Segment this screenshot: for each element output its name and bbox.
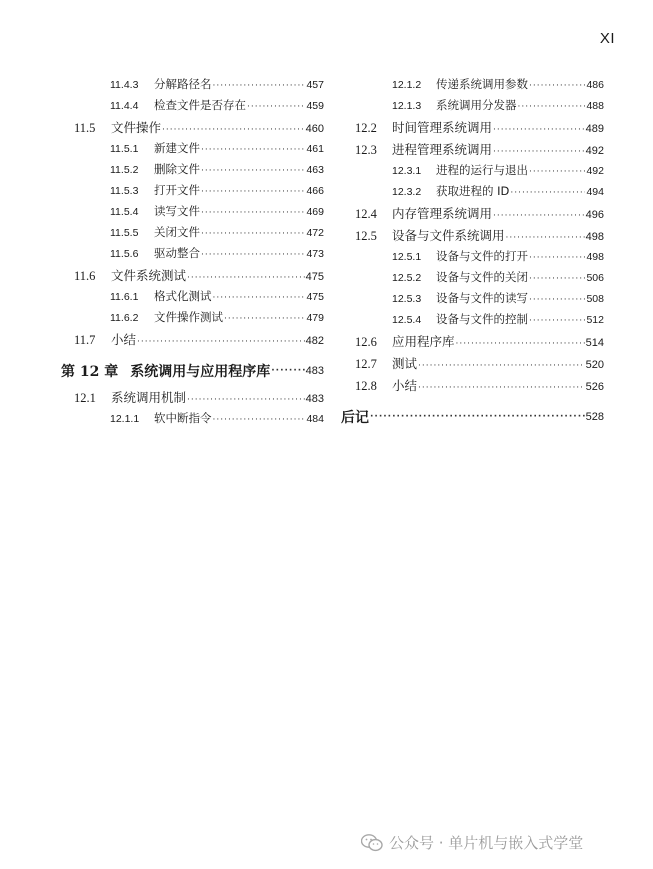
toc-entry-title: 删除文件 xyxy=(154,162,200,176)
toc-section-entry[interactable] xyxy=(341,354,604,376)
toc-dot-leader xyxy=(213,81,306,91)
toc-dot-leader xyxy=(201,229,305,239)
toc-subsection-entry[interactable] xyxy=(341,97,604,118)
toc-entry-number: 12.1.2 xyxy=(392,79,422,91)
watermark-text: 公众号 · 单片机与嵌入式学堂 xyxy=(389,834,584,852)
toc-subsection-entry[interactable] xyxy=(72,97,324,118)
toc-entry-page: 466 xyxy=(306,185,324,197)
toc-subsection-entry[interactable] xyxy=(72,309,324,330)
toc-entry-number: 11.5.1 xyxy=(110,143,139,155)
toc-dot-leader xyxy=(418,361,585,371)
toc-chapter-entry[interactable] xyxy=(61,356,324,386)
toc-entry-number: 12.2 xyxy=(355,121,377,135)
toc-entry-title: 进程管理系统调用 xyxy=(392,142,493,157)
toc-entry-number: 12.5.4 xyxy=(392,314,422,326)
toc-subsection-entry[interactable] xyxy=(341,248,604,269)
toc-dot-leader xyxy=(370,412,585,422)
toc-dot-leader xyxy=(201,145,305,155)
toc-entry-page: 488 xyxy=(586,100,604,112)
toc-right-column xyxy=(341,76,604,434)
toc-entry-title: 系统调用与应用程序库 xyxy=(130,364,271,380)
toc-entry-number: 12.5.2 xyxy=(392,272,422,284)
toc-entry-title: 小结 xyxy=(392,378,418,393)
toc-dot-leader xyxy=(187,273,305,283)
toc-entry-page: 526 xyxy=(585,381,604,393)
toc-entry-page: 475 xyxy=(305,271,324,283)
toc-entry-number: 11.6.2 xyxy=(110,312,139,324)
toc-entry-title: 打开文件 xyxy=(154,183,200,197)
toc-dot-leader xyxy=(510,188,585,198)
toc-dot-leader xyxy=(529,295,585,305)
toc-entry-page: 457 xyxy=(306,79,324,91)
toc-entry-page: 460 xyxy=(305,123,324,135)
toc-entry-number: 12.4 xyxy=(355,207,377,221)
toc-entry-page: 483 xyxy=(305,365,324,377)
toc-dot-leader xyxy=(418,383,585,393)
toc-entry-number: 11.6 xyxy=(74,269,96,283)
toc-dot-leader xyxy=(187,395,305,405)
toc-entry-title: 后记 xyxy=(341,410,369,426)
toc-dot-leader xyxy=(201,187,305,197)
toc-left-column xyxy=(61,76,324,431)
toc-dot-leader xyxy=(224,314,305,324)
toc-dot-leader xyxy=(493,125,585,135)
toc-entry-title: 进程的运行与退出 xyxy=(436,163,528,177)
toc-entry-number: 12.5.3 xyxy=(392,293,422,305)
toc-section-entry[interactable] xyxy=(72,388,324,410)
toc-entry-title: 分解路径名 xyxy=(154,77,212,91)
toc-entry-page: 492 xyxy=(586,165,604,177)
toc-entry-page: 498 xyxy=(585,231,604,243)
toc-entry-title: 设备与文件系统调用 xyxy=(392,228,505,243)
toc-entry-title: 驱动整合 xyxy=(154,246,200,260)
toc-subsection-entry[interactable] xyxy=(72,182,324,203)
toc-entry-number: 12.3.1 xyxy=(392,165,422,177)
toc-entry-page: 512 xyxy=(586,314,604,326)
toc-subsection-entry[interactable] xyxy=(341,76,604,97)
toc-entry-title: 文件操作测试 xyxy=(154,310,223,324)
toc-entry-page: 520 xyxy=(585,359,604,371)
toc-entry-page: 463 xyxy=(306,164,324,176)
toc-entry-page: 459 xyxy=(306,100,324,112)
toc-dot-leader xyxy=(529,81,585,91)
toc-dot-leader xyxy=(529,253,585,263)
toc-entry-number: 11.5 xyxy=(74,121,96,135)
toc-subsection-entry[interactable] xyxy=(341,290,604,311)
toc-section-entry[interactable] xyxy=(341,226,604,248)
toc-entry-number: 11.5.4 xyxy=(110,206,139,218)
toc-entry-page: 486 xyxy=(586,79,604,91)
toc-entry-title: 系统调用机制 xyxy=(111,390,187,405)
toc-entry-number: 12.5 xyxy=(355,229,377,243)
toc-dot-leader xyxy=(529,316,585,326)
toc-section-entry[interactable] xyxy=(72,118,324,140)
toc-entry-page: 469 xyxy=(306,206,324,218)
toc-subsection-entry[interactable] xyxy=(72,245,324,266)
toc-entry-title: 关闭文件 xyxy=(154,225,200,239)
toc-dot-leader xyxy=(213,415,306,425)
toc-section-entry[interactable] xyxy=(341,332,604,354)
toc-entry-page: 482 xyxy=(305,335,324,347)
toc-entry-number: 12.7 xyxy=(355,357,377,371)
toc-entry-page: 484 xyxy=(306,413,324,425)
toc-entry-page: 528 xyxy=(585,411,604,423)
toc-entry-title: 新建文件 xyxy=(154,141,200,155)
toc-entry-page: 475 xyxy=(306,291,324,303)
toc-subsection-entry[interactable] xyxy=(341,269,604,290)
toc-entry-title: 格式化测试 xyxy=(154,289,212,303)
toc-entry-title: 获取进程的 ID xyxy=(436,184,510,198)
toc-entry-number: 11.4.4 xyxy=(110,100,139,112)
toc-section-entry[interactable] xyxy=(72,330,324,352)
toc-entry-number: 11.5.5 xyxy=(110,227,139,239)
toc-section-entry[interactable] xyxy=(72,266,324,288)
toc-entry-number: 第 12 章 xyxy=(61,364,119,380)
toc-entry-page: 498 xyxy=(586,251,604,263)
toc-entry-page: 514 xyxy=(585,337,604,349)
toc-entry-number: 12.1.3 xyxy=(392,100,422,112)
toc-entry-title: 读写文件 xyxy=(154,204,200,218)
toc-entry-title: 检查文件是否存在 xyxy=(154,98,246,112)
toc-entry-title: 传递系统调用参数 xyxy=(436,77,528,91)
toc-subsection-entry[interactable] xyxy=(341,311,604,332)
toc-dot-leader xyxy=(201,250,305,260)
toc-subsection-entry[interactable] xyxy=(72,161,324,182)
toc-dot-leader xyxy=(529,274,585,284)
toc-entry-title: 设备与文件的关闭 xyxy=(436,270,528,284)
toc-subsection-entry[interactable] xyxy=(72,288,324,309)
toc-entry-title: 小结 xyxy=(111,332,137,347)
toc-dot-leader xyxy=(213,293,306,303)
toc-entry-title: 文件操作 xyxy=(111,120,162,135)
toc-entry-page: 496 xyxy=(585,209,604,221)
toc-dot-leader xyxy=(518,102,586,112)
toc-entry-title: 文件系统测试 xyxy=(111,268,187,283)
toc-entry-page: 489 xyxy=(585,123,604,135)
toc-subsection-entry[interactable] xyxy=(72,224,324,245)
toc-entry-number: 12.8 xyxy=(355,379,377,393)
toc-entry-number: 11.6.1 xyxy=(110,291,139,303)
toc-entry-title: 应用程序库 xyxy=(392,334,455,349)
toc-entry-number: 11.5.3 xyxy=(110,185,139,197)
toc-dot-leader xyxy=(456,339,585,349)
toc-dot-leader xyxy=(529,167,585,177)
toc-dot-leader xyxy=(493,211,585,221)
toc-entry-number: 12.3.2 xyxy=(392,186,422,198)
toc-dot-leader xyxy=(201,166,305,176)
toc-entry-number: 12.6 xyxy=(355,335,377,349)
page-number: XI xyxy=(599,30,615,47)
toc-entry-title: 时间管理系统调用 xyxy=(392,120,493,135)
toc-dot-leader xyxy=(493,147,585,157)
toc-entry-page: 461 xyxy=(306,143,324,155)
toc-entry-page: 506 xyxy=(586,272,604,284)
toc-subsection-entry[interactable] xyxy=(341,162,604,183)
toc-entry-page: 483 xyxy=(305,393,324,405)
toc-entry-page: 472 xyxy=(306,227,324,239)
toc-dot-leader xyxy=(162,125,305,135)
toc-dot-leader xyxy=(247,102,305,112)
toc-entry-title: 软中断指令 xyxy=(154,411,212,425)
toc-section-entry[interactable] xyxy=(341,118,604,140)
toc-entry-title: 内存管理系统调用 xyxy=(392,206,493,221)
toc-dot-leader xyxy=(137,337,305,347)
watermark xyxy=(361,832,583,853)
toc-entry-number: 12.1 xyxy=(74,391,96,405)
toc-subsection-entry[interactable] xyxy=(72,76,324,97)
toc-dot-leader xyxy=(201,208,305,218)
toc-entry-page: 494 xyxy=(586,186,604,198)
toc-entry-page: 473 xyxy=(306,248,324,260)
toc-entry-number: 11.5.6 xyxy=(110,248,139,260)
toc-entry-title: 系统调用分发器 xyxy=(436,98,517,112)
toc-subsection-entry[interactable] xyxy=(72,203,324,224)
toc-subsection-entry[interactable] xyxy=(72,410,324,431)
toc-chapter-entry[interactable] xyxy=(341,402,604,432)
toc-entry-page: 479 xyxy=(306,312,324,324)
toc-entry-number: 12.5.1 xyxy=(392,251,422,263)
toc-subsection-entry[interactable] xyxy=(72,140,324,161)
toc-entry-title: 设备与文件的打开 xyxy=(436,249,528,263)
toc-entry-number: 12.3 xyxy=(355,143,377,157)
toc-section-entry[interactable] xyxy=(341,376,604,398)
wechat-icon xyxy=(361,834,383,852)
toc-entry-number: 11.7 xyxy=(74,333,96,347)
toc-entry-title: 设备与文件的控制 xyxy=(436,312,528,326)
toc-section-entry[interactable] xyxy=(341,140,604,162)
toc-entry-page: 508 xyxy=(586,293,604,305)
toc-section-entry[interactable] xyxy=(341,204,604,226)
toc-entry-number: 11.5.2 xyxy=(110,164,139,176)
toc-dot-leader xyxy=(506,233,585,243)
toc-entry-title: 设备与文件的读写 xyxy=(436,291,528,305)
toc-entry-title: 测试 xyxy=(392,356,418,371)
toc-subsection-entry[interactable] xyxy=(341,183,604,204)
toc-entry-number: 11.4.3 xyxy=(110,79,139,91)
toc-dot-leader xyxy=(271,366,304,376)
toc-entry-number: 12.1.1 xyxy=(110,413,140,425)
toc-entry-page: 492 xyxy=(585,145,604,157)
